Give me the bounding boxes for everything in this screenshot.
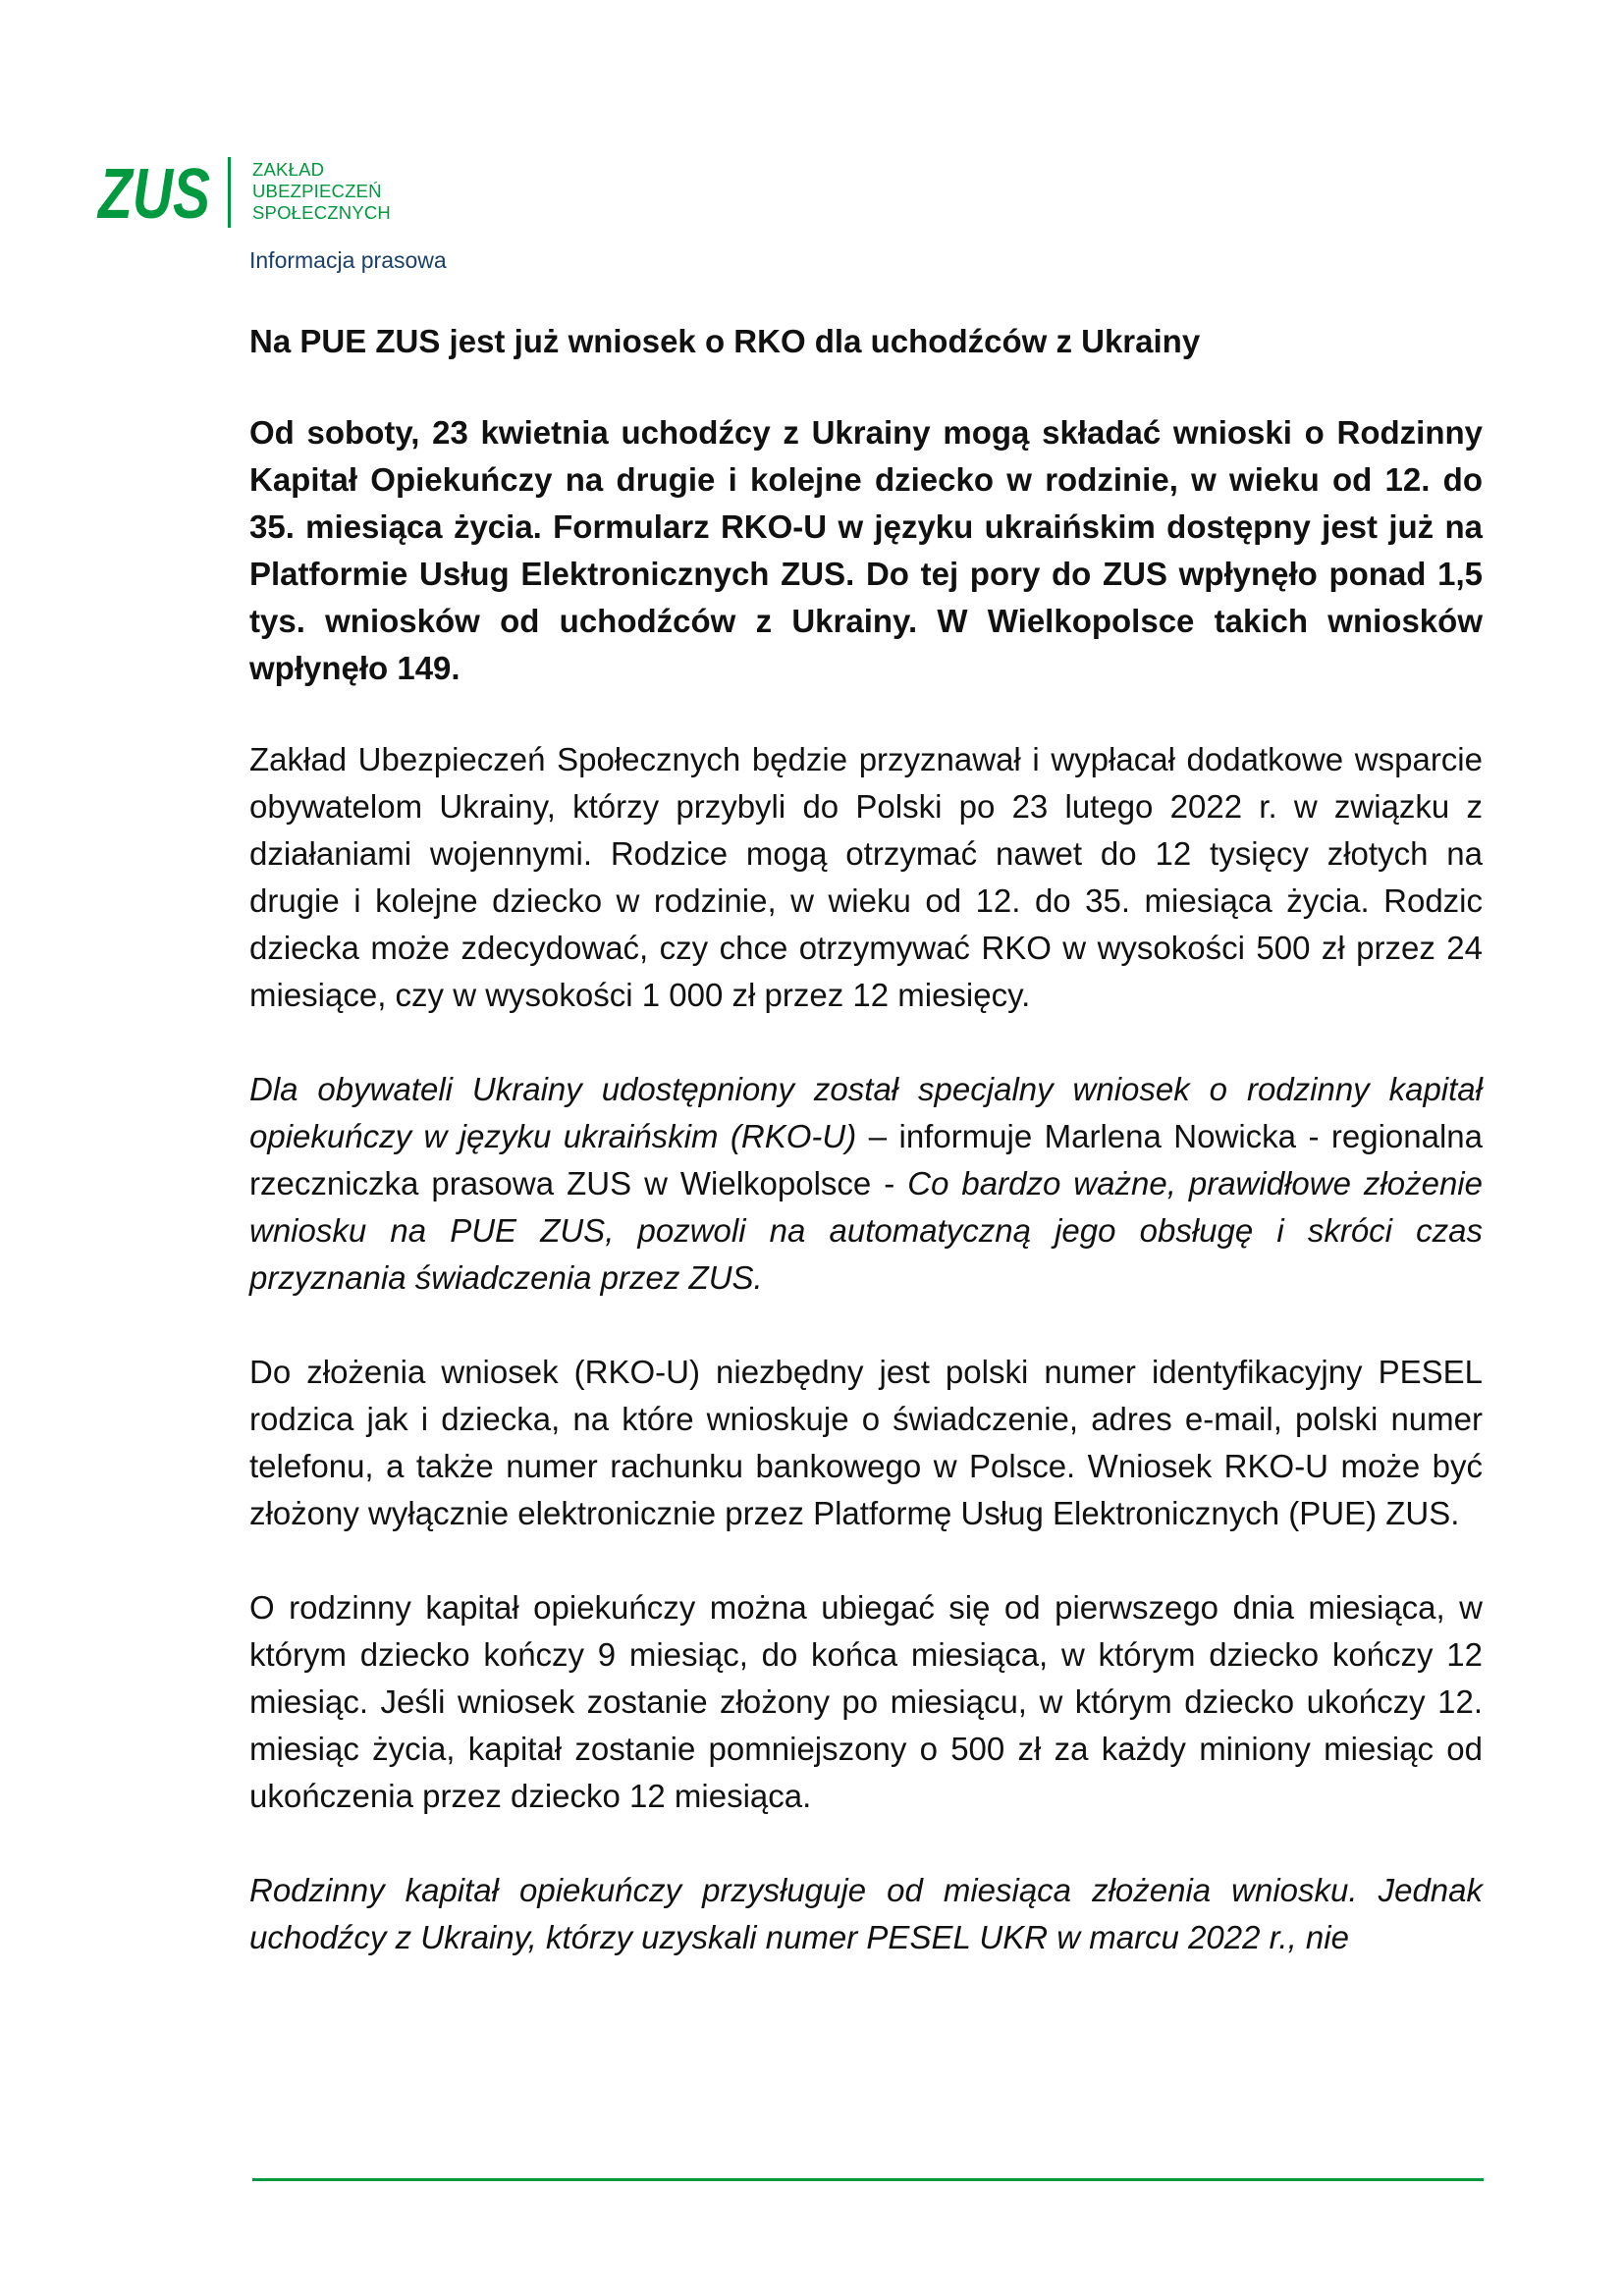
footer-divider [252, 2178, 1484, 2181]
quote-attribution: – informuje Marlena Nowicka - regionalna rzeczniczka prasowa ZUS w Wielkopolsce - [249, 1118, 1484, 1201]
paragraph-3: Do złożenia wniosek (RKO-U) niezbędny jest polski numer identyfikacyjny PESEL rodzica jak i dziecka, na które wnioskuje o świadczenie, adres e-mail, polski numer telefonu, a także numer rachunku bankowego w Polsce. Wniosek RKO-U może być złożony wyłącznie elektronicznie przez Platformę Usług Elektronicznych (PUE) ZUS. [249, 1354, 1483, 1531]
article-lead: Od soboty, 23 kwietnia uchodźcy z Ukrainy mogą składać wnioski o Rodzinny Kapitał Opiekuńczy na drugie i kolejne dziecko w rodzinie, w wieku od 12. do 35. miesiąca życia. Formularz RKO-U w języku ukraińskim dostępny jest już na Platformie Usług Elektronicznych ZUS. Do tej pory do ZUS wpłynęło ponad 1,5 tys. wniosków od uchodźców z Ukrainy. W Wielkopolsce takich wniosków wpłynęło 149. [249, 414, 1483, 686]
logo-separator [228, 157, 231, 228]
quote-part-2: Co bardzo ważne, prawidłowe złożenie wniosku na PUE ZUS, pozwoli na automatyczną jego obsługę i skróci czas przyznania świadczenia przez ZUS. [249, 1165, 1483, 1296]
quote-part-1: Dla obywateli Ukrainy udostępniony został specjalny wniosek o rodzinny kapitał opiekuńczy w języku ukraińskim (RKO-U) [249, 1071, 1483, 1154]
paragraph-5: Rodzinny kapitał opiekuńczy przysługuje od miesiąca złożenia wniosku. Jednak uchodźcy z Ukrainy, którzy uzyskali numer PESEL UKR w marcu 2022 r., nie [249, 1872, 1483, 1955]
press-release-label: Informacja prasowa [249, 247, 447, 273]
article-body [249, 318, 1483, 2008]
logo-line-1: ZAKŁAD [252, 159, 325, 180]
zus-logo-icon [96, 155, 212, 234]
article-title: Na PUE ZUS jest już wniosek o RKO dla uchodźców z Ukrainy [249, 323, 1201, 359]
paragraph-2 [249, 1066, 1483, 1302]
paragraph-4: O rodzinny kapitał opiekuńczy można ubiegać się od pierwszego dnia miesiąca, w którym dziecko kończy 9 miesiąc, do końca miesiąca, w którym dziecko kończy 12 miesiąc. Jeśli wniosek zostanie złożony po miesiącu, w którym dziecko ukończy 12. miesiąc życia, kapitał zostanie pomniejszony o 500 zł za każdy miniony miesiąc od ukończenia przez dziecko 12 miesiąca. [249, 1589, 1483, 1814]
paragraph-1: Zakład Ubezpieczeń Społecznych będzie przyznawał i wypłacał dodatkowe wsparcie obywatelom Ukrainy, którzy przybyli do Polski po 23 lutego 2022 r. w związku z działaniami wojennymi. Rodzice mogą otrzymać nawet do 12 tysięcy złotych na drugie i kolejne dziecko w rodzinie, w wieku od 12. do 35. miesiąca życia. Rodzic dziecka może zdecydować, czy chce otrzymywać RKO w wysokości 500 zł przez 24 miesiące, czy w wysokości 1 000 zł przez 12 miesięcy. [249, 741, 1483, 1013]
logo-line-2: UBEZPIECZEŃ [252, 181, 382, 201]
logo-text [252, 159, 391, 224]
logo-word: ZUS [96, 155, 210, 234]
zus-logo [96, 155, 491, 234]
logo-line-3: SPOŁECZNYCH [252, 202, 391, 223]
